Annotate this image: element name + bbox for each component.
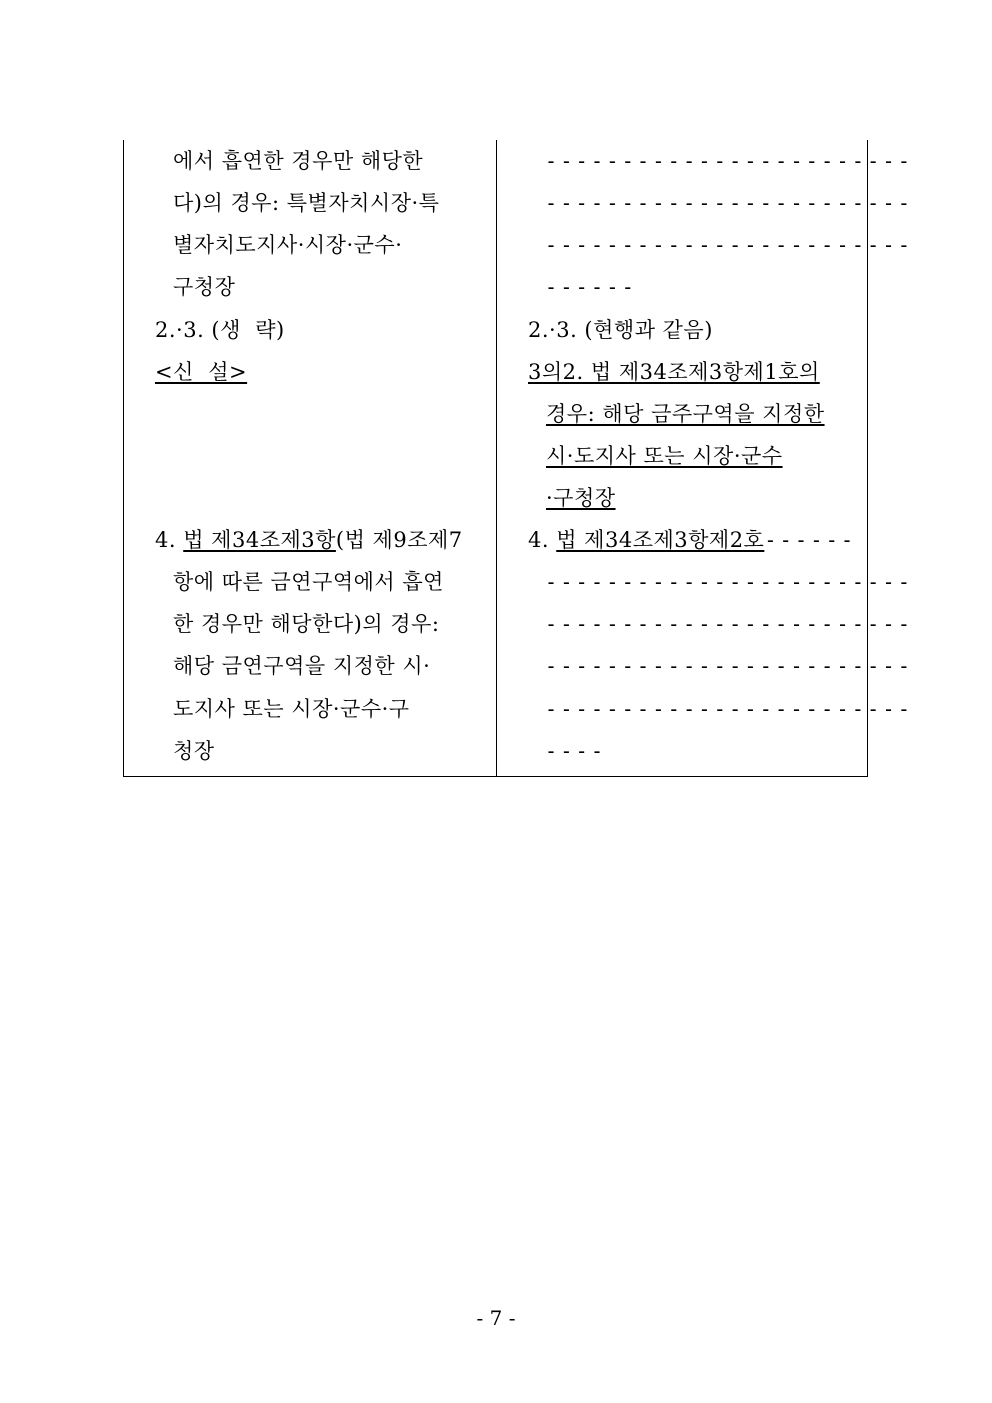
page-number: - 7 - xyxy=(476,1306,516,1330)
right-dash-1: ------------------------ xyxy=(545,149,914,173)
left-line-7-prefix: 4. xyxy=(155,528,184,552)
right-line-10-amended: 법 제34조제3항제2호 xyxy=(556,528,765,552)
right-line-10-prefix: 4. xyxy=(528,528,557,552)
left-line-11: 도지사 또는 시장·군수·구 xyxy=(173,697,410,721)
left-line-12: 청장 xyxy=(173,739,215,763)
left-line-3: 별자치도지사·시장·군수· xyxy=(173,233,403,257)
left-line-2: 다)의 경우: 특별자치시장·특 xyxy=(173,191,440,215)
right-line-8: 시·도지사 또는 시장·군수 xyxy=(546,444,783,468)
right-line-5: 2.·3. (현행과 같음) xyxy=(528,318,713,342)
right-dash-11: ------------------------ xyxy=(545,570,914,594)
left-line-8: 항에 따른 금연구역에서 흡연 xyxy=(173,570,444,594)
left-line-7-amended: 법 제34조제3항 xyxy=(183,528,336,552)
left-line-7 xyxy=(155,526,463,554)
right-dash-3: ------------------------ xyxy=(545,233,914,257)
left-line-4: 구청장 xyxy=(173,275,236,299)
right-dash-2: ------------------------ xyxy=(545,191,914,215)
right-dash-15: ---- xyxy=(545,739,607,763)
column-divider xyxy=(496,140,497,777)
right-dash-12: ------------------------ xyxy=(545,612,914,636)
left-line-7-suffix: (법 제9조제7 xyxy=(335,528,463,552)
right-line-7: 경우: 해당 금주구역을 지정한 xyxy=(546,402,825,426)
right-dash-4: ------ xyxy=(545,275,638,299)
right-line-9: ·구청장 xyxy=(546,486,616,510)
right-line-6: 3의2. 법 제34조제3항제1호의 xyxy=(528,360,820,384)
right-line-10 xyxy=(528,526,856,554)
right-line-10-dash: ------ xyxy=(764,528,857,552)
right-dash-13: ------------------------ xyxy=(545,654,914,678)
left-new-marker: <신 설> xyxy=(155,360,248,384)
left-line-5: 2.·3. (생 략) xyxy=(155,318,285,342)
right-dash-14: ------------------------ xyxy=(545,697,914,721)
left-line-10: 해당 금연구역을 지정한 시· xyxy=(173,654,431,678)
left-line-9: 한 경우만 해당한다)의 경우: xyxy=(173,612,440,636)
left-line-1: 에서 흡연한 경우만 해당한 xyxy=(173,149,424,173)
